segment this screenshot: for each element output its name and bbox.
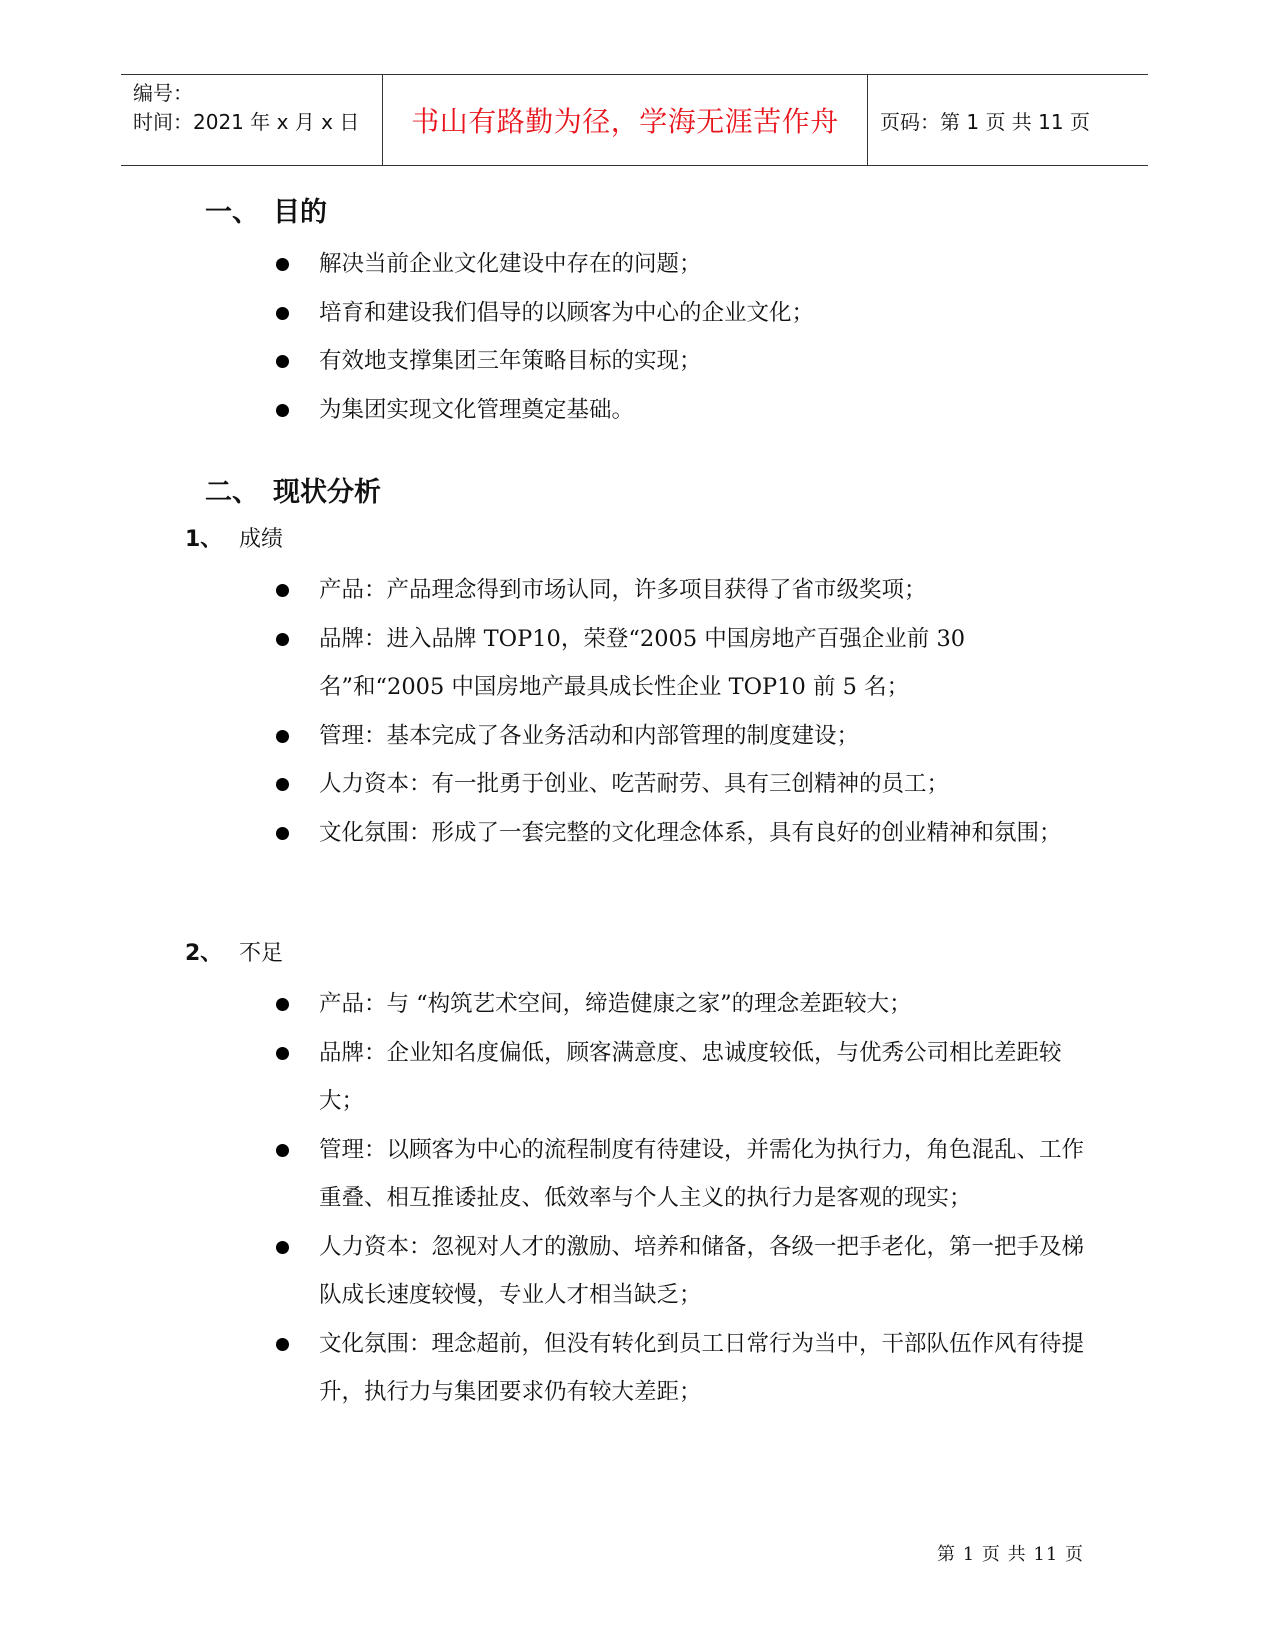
purpose-list [270,240,1090,434]
list-item: 文化氛围：理念超前，但没有转化到员工日常行为当中，干部队伍作风有待提升，执行力与集团要求仍有较大差距； [270,1320,1090,1417]
subsection-heading-shortcomings [185,936,283,967]
list-item: 为集团实现文化管理奠定基础。 [270,386,1090,435]
bullet-icon [276,1047,289,1060]
bullet-icon [276,404,289,417]
list-item: 管理：以顾客为中心的流程制度有待建设，并需化为执行力，角色混乱、工作重叠、相互推诿扯皮、低效率与个人主义的执行力是客观的现实； [270,1126,1090,1223]
bullet-icon [276,730,289,743]
shortcomings-list [270,980,1090,1417]
header-meta-cell [121,75,383,165]
list-item: 培育和建设我们倡导的以顾客为中心的企业文化； [270,289,1090,338]
subsection-title: 不足 [239,941,284,966]
section-number: 一、 [205,197,259,228]
achievements-list [270,566,1090,857]
subsection-heading-achievements [185,522,283,553]
section-heading-purpose [205,190,327,229]
header-table [121,74,1148,166]
header-motto: 书山有路勤为径，学海无涯苦作舟 [411,105,839,138]
bullet-icon [276,1241,289,1254]
header-page-info: 页码：第 1 页 共 11 页 [880,109,1090,134]
page-footer: 第 1 页 共 11 页 [937,1544,1084,1565]
bullet-icon [276,584,289,597]
list-item: 管理：基本完成了各业务活动和内部管理的制度建设； [270,712,1090,761]
list-item: 有效地支撑集团三年策略目标的实现； [270,337,1090,386]
header-motto-cell [383,75,868,165]
section-title: 目的 [273,197,327,228]
subsection-title: 成绩 [239,527,284,552]
bullet-icon [276,355,289,368]
bullet-icon [276,1144,289,1157]
bullet-icon [276,998,289,1011]
bullet-icon [276,778,289,791]
bullet-icon [276,633,289,646]
header-page-cell [868,75,1148,165]
section-title: 现状分析 [273,477,381,508]
list-item: 人力资本：有一批勇于创业、吃苦耐劳、具有三创精神的员工； [270,760,1090,809]
list-item: 产品：与 “构筑艺术空间，缔造健康之家”的理念差距较大； [270,980,1090,1029]
bullet-icon [276,827,289,840]
bullet-icon [276,258,289,271]
list-item: 人力资本：忽视对人才的激励、培养和储备，各级一把手老化，第一把手及梯队成长速度较慢，专业人才相当缺乏； [270,1223,1090,1320]
document-time-label: 时间：2021 年 x 月 x 日 [133,110,360,134]
list-item: 解决当前企业文化建设中存在的问题； [270,240,1090,289]
bullet-icon [276,1338,289,1351]
subsection-number: 1、 [185,527,223,552]
list-item: 文化氛围：形成了一套完整的文化理念体系，具有良好的创业精神和氛围； [270,809,1090,858]
section-number: 二、 [205,477,259,508]
list-item: 品牌：企业知名度偏低，顾客满意度、忠诚度较低，与优秀公司相比差距较大； [270,1029,1090,1126]
list-item: 品牌：进入品牌 TOP10，荣登“2005 中国房地产百强企业前 30 名”和“2005 中国房地产最具成长性企业 TOP10 前 5 名； [270,615,1090,712]
bullet-icon [276,307,289,320]
list-item: 产品：产品理念得到市场认同，许多项目获得了省市级奖项； [270,566,1090,615]
document-number-label: 编号： [133,81,193,105]
section-heading-status-analysis [205,470,381,509]
subsection-number: 2、 [185,941,223,966]
